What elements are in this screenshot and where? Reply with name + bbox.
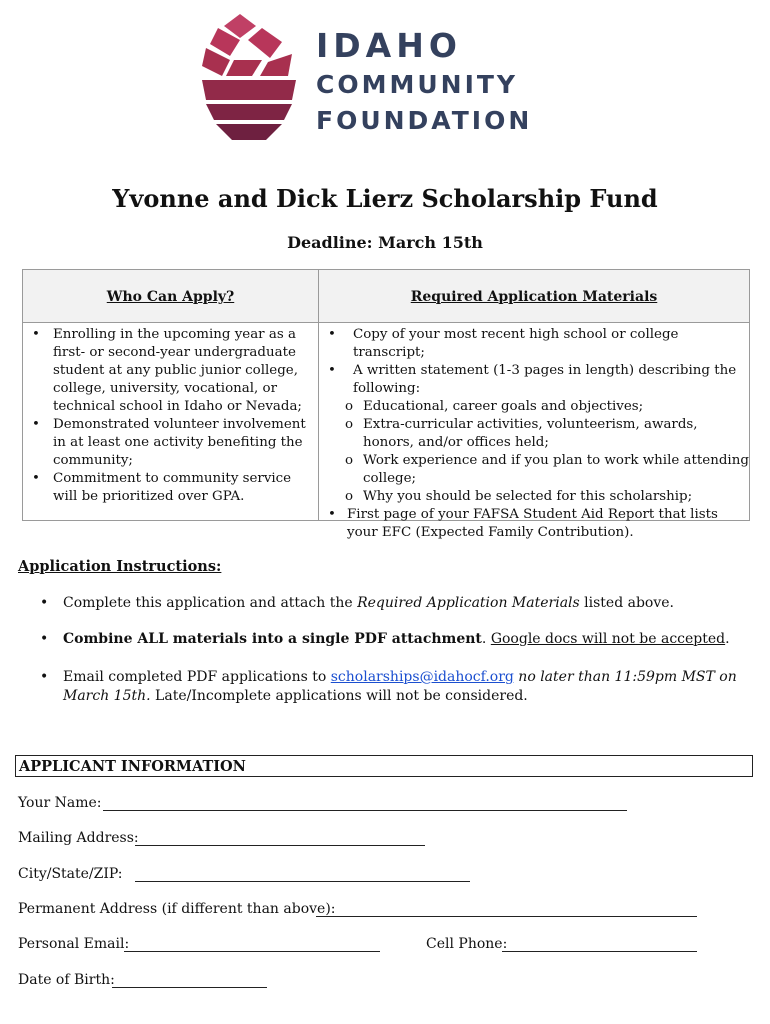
permanent-address-label: Permanent Address (if different than above): xyxy=(18,901,336,917)
personal-email-field[interactable] xyxy=(124,951,380,952)
city-state-zip-field[interactable] xyxy=(135,881,470,882)
personal-email-label: Personal Email: xyxy=(18,936,130,952)
logo-text-foundation: FOUNDATION xyxy=(316,106,533,135)
idaho-community-foundation-logo-mark xyxy=(200,14,300,146)
permanent-address-field[interactable] xyxy=(316,916,697,917)
your-name-label: Your Name: xyxy=(18,795,102,811)
instruction-text: Complete this application and attach the xyxy=(63,595,358,611)
eligibility-item: • Demonstrated volunteer involvement in at least one activity benefiting the community; xyxy=(29,416,314,470)
instruction-text: listed above. xyxy=(579,595,674,611)
statement-sub-item: o Extra-curricular activities, volunteerism, awards, honors, and/or offices held; xyxy=(343,416,750,452)
eligibility-item: • Commitment to community service will be prioritized over GPA. xyxy=(29,470,314,506)
email-link[interactable]: scholarships@idahocf.org xyxy=(330,669,514,685)
instruction-underlined: Google docs will not be accepted xyxy=(490,631,726,647)
table-header-required-materials: Required Application Materials xyxy=(319,270,749,323)
your-name-field[interactable] xyxy=(103,810,627,811)
eligibility-item: • Enrolling in the upcoming year as a first- or second-year undergraduate student at any public junior college, college, university, vocational, or technical school in Idaho or Nevada; xyxy=(29,326,314,416)
mailing-address-label: Mailing Address: xyxy=(18,830,139,846)
cell-phone-field[interactable] xyxy=(502,951,697,952)
table-header-who-can-apply: Who Can Apply? xyxy=(23,270,319,323)
applicant-info-heading: APPLICANT INFORMATION xyxy=(19,758,246,775)
material-item-statement-text: A written statement (1-3 pages in length) describing the following: xyxy=(353,363,737,396)
page-title: Yvonne and Dick Lierz Scholarship Fund xyxy=(112,184,658,213)
logo-text-idaho: IDAHO xyxy=(316,26,462,65)
logo-text-community: COMMUNITY xyxy=(316,70,519,99)
material-item-statement xyxy=(325,362,750,506)
eligibility-table xyxy=(22,269,750,540)
statement-sub-item: o Educational, career goals and objectives; xyxy=(343,398,750,416)
material-item-fafsa: • First page of your FAFSA Student Aid Report that lists your EFC (Expected Family Contribution). xyxy=(325,506,750,542)
required-materials-cell xyxy=(325,326,750,542)
applicant-info-heading-box xyxy=(15,755,753,777)
mailing-address-field[interactable] xyxy=(135,845,425,846)
material-item-transcript: • Copy of your most recent high school or college transcript; xyxy=(325,326,750,362)
instruction-emphasis: no later than 11:59pm MST on March 15th. xyxy=(63,669,737,704)
instruction-item-combine xyxy=(38,630,743,649)
deadline-text: Deadline: March 15th xyxy=(287,233,483,252)
instruction-bold: Combine ALL materials into a single PDF attachment xyxy=(63,631,482,647)
instruction-text: . xyxy=(725,631,730,647)
instruction-text: Email completed PDF applications to xyxy=(63,669,331,685)
city-state-zip-label: City/State/ZIP: xyxy=(18,866,123,882)
instruction-item-email xyxy=(38,668,743,706)
instruction-text: . xyxy=(481,631,491,647)
statement-sub-item: o Why you should be selected for this scholarship; xyxy=(343,488,750,506)
instructions-heading: Application Instructions: xyxy=(18,558,222,575)
column-divider xyxy=(318,323,319,521)
instruction-text: Late/Incomplete applications will not be considered. xyxy=(150,688,528,704)
date-of-birth-field[interactable] xyxy=(112,987,267,988)
who-can-apply-cell xyxy=(29,326,314,506)
statement-sub-item: o Work experience and if you plan to work while attending college; xyxy=(343,452,750,488)
date-of-birth-label: Date of Birth: xyxy=(18,972,115,988)
cell-phone-label: Cell Phone: xyxy=(426,936,508,952)
instruction-emphasis: Required Application Materials xyxy=(357,595,580,611)
instruction-item-complete xyxy=(38,594,743,613)
